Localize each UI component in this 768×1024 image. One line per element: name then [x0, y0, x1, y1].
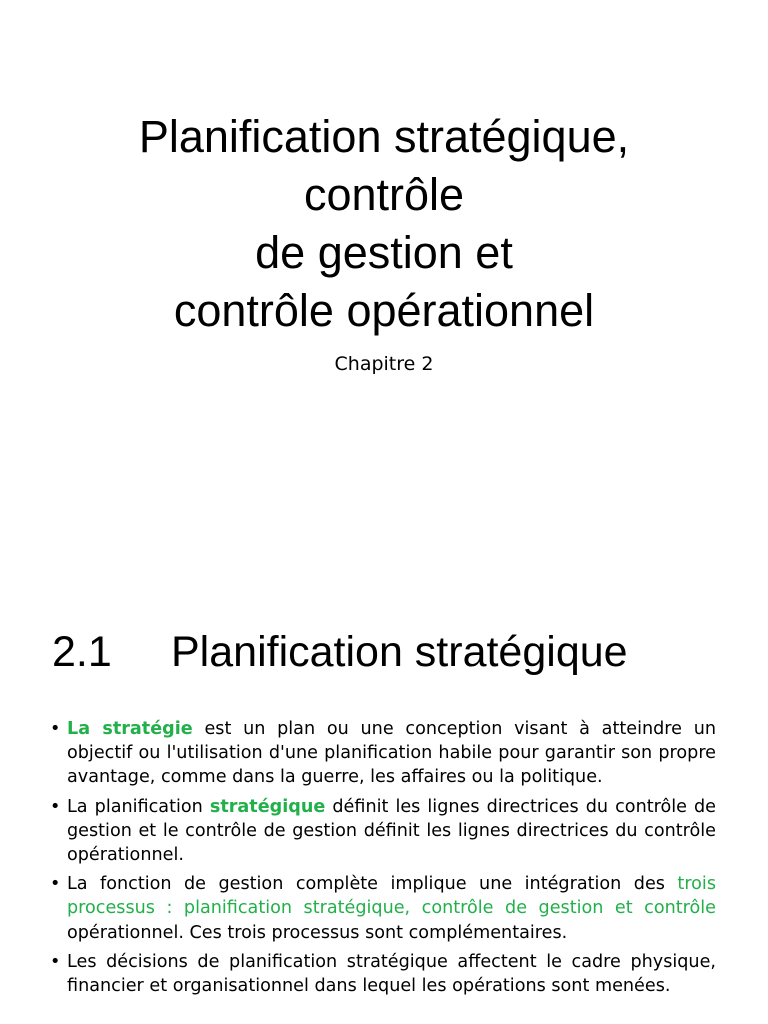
bullet-text: est un plan ou une conception visant à atteindre un objectif ou l'utilisation d'une planification habile pour garantir son propre avantage, comme dans la guerre, les affaires ou la politique. — [67, 719, 716, 788]
section-title: Planification stratégique — [171, 628, 628, 676]
bullet-text: La planification — [67, 796, 210, 817]
slide-title-line-2: contrôle — [303, 169, 465, 220]
bullet-item — [50, 717, 716, 790]
bullet-list — [50, 717, 716, 1003]
section-heading — [52, 624, 628, 680]
slide-title-line-3: de gestion et — [255, 227, 513, 278]
bullet-text: définit les lignes directrices du contrôle de gestion et le contrôle de gestion définit les lignes directrices du contrôle opérationnel. — [67, 796, 717, 866]
slide-subtitle: Chapitre 2 — [334, 353, 434, 375]
bullet-highlight: La stratégie — [67, 719, 193, 739]
slide-title-line-4: contrôle opérationnel — [173, 285, 595, 336]
bullet-text: Les décisions de planification stratégique affectent le cadre physique, financier et organisationnel dans lequel les opérations sont menées. — [67, 951, 716, 997]
slide-title — [0, 108, 768, 340]
bullet-item — [50, 950, 716, 998]
bullet-highlight: stratégique — [209, 796, 326, 817]
section-number: 2.1 — [52, 628, 112, 676]
bullet-highlight: trois processus : planification stratégique, contrôle de gestion et contrôle — [67, 874, 716, 919]
bullet-icon: • — [50, 719, 61, 739]
bullet-icon: • — [50, 796, 61, 817]
bullet-text: opérationnel. Ces trois processus sont complémentaires. — [67, 922, 568, 943]
bullet-item — [50, 872, 716, 945]
bullet-text: La fonction de gestion complète implique une intégration des — [67, 874, 678, 895]
slide-title-line-1: Planification stratégique, — [138, 111, 630, 162]
bullet-item — [50, 795, 716, 868]
bullet-icon: • — [50, 951, 61, 972]
bullet-icon: • — [50, 874, 61, 895]
